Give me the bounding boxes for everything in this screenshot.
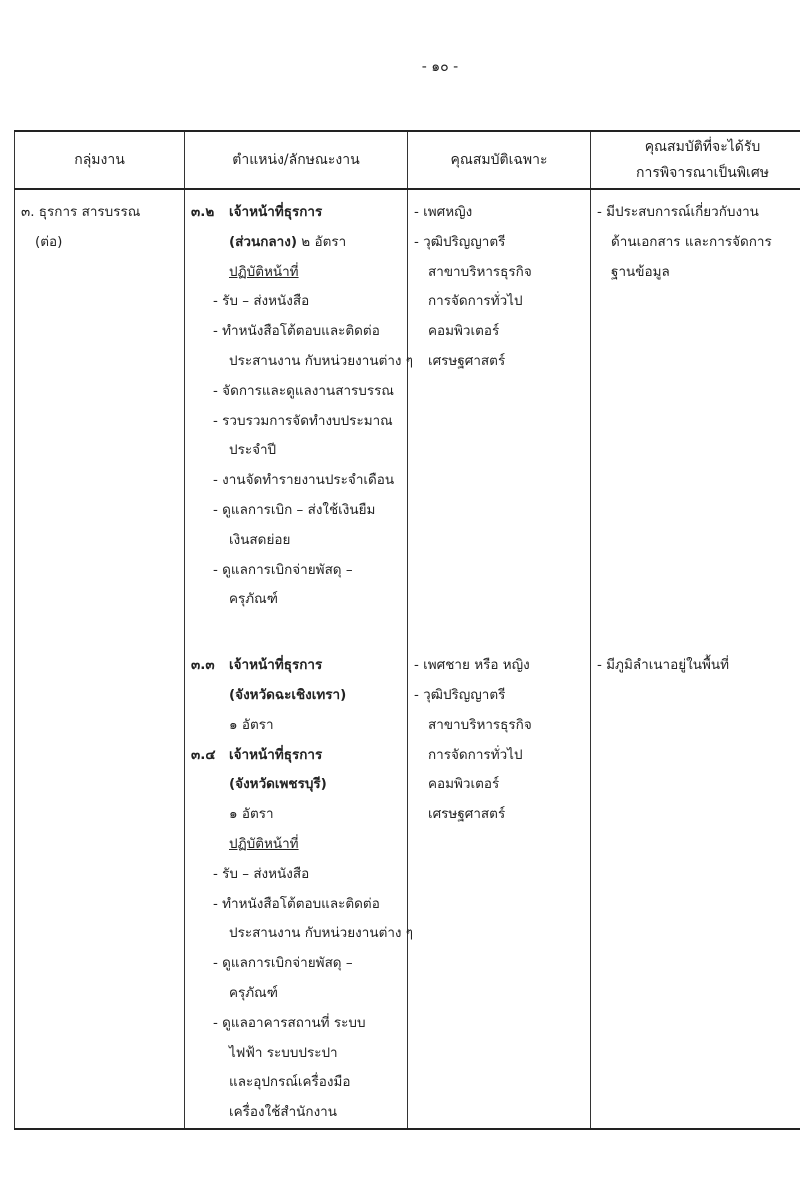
text-line xyxy=(408,711,590,741)
job-qualification-table xyxy=(14,130,800,1130)
text-line xyxy=(185,496,407,526)
qualifications-cell xyxy=(408,189,591,645)
line-text: การจัดการทั่วไป xyxy=(428,746,523,763)
text-line xyxy=(408,800,590,830)
text-line xyxy=(185,1009,407,1039)
header-special-qualifications xyxy=(591,131,800,189)
special-qualifications-cell-content xyxy=(591,645,800,681)
position-cell-content xyxy=(185,190,414,645)
text-line xyxy=(408,681,590,711)
line-text: - วุฒิปริญญาตรี xyxy=(414,686,506,703)
text-line xyxy=(408,317,590,347)
text-line xyxy=(408,228,590,258)
text-line xyxy=(591,258,800,288)
line-text: สาขาบริหารธุรกิจ xyxy=(428,716,532,733)
line-text: คอมพิวเตอร์ xyxy=(428,776,500,793)
table-row xyxy=(15,645,800,1129)
header-special-line1: คุณสมบัติที่จะได้รับ xyxy=(644,139,761,155)
line-text: - ดูแลอาคารสถานที่ ระบบ xyxy=(213,1014,366,1031)
text-line xyxy=(185,949,407,979)
text-line xyxy=(185,377,407,407)
position-cell-content xyxy=(185,645,414,1128)
page-number: - ๑๐ - xyxy=(421,59,459,75)
text-line xyxy=(185,919,414,949)
group-cell xyxy=(15,645,185,1129)
text-line xyxy=(15,228,184,258)
line-text: - รับ – ส่งหนังสือ xyxy=(213,293,310,310)
line-text: ปฏิบัติหน้าที่ xyxy=(229,835,299,852)
text-line xyxy=(185,860,407,890)
line-text: (จังหวัดเพชรบุรี) xyxy=(229,776,327,793)
text-line xyxy=(185,407,407,437)
text-line xyxy=(185,979,407,1009)
text-line xyxy=(591,651,800,681)
group-cell xyxy=(15,189,185,645)
line-text: การจัดการทั่วไป xyxy=(428,293,523,310)
qualifications-cell-content xyxy=(408,190,590,407)
special-qualifications-cell-content xyxy=(591,190,800,317)
text-line xyxy=(185,287,407,317)
text-line xyxy=(185,681,407,711)
text-line xyxy=(185,800,407,830)
text-line xyxy=(408,741,590,771)
text-line xyxy=(15,198,184,228)
text-line xyxy=(185,741,407,771)
text-line xyxy=(185,1098,407,1128)
position-count: ๒ อัตรา xyxy=(297,233,347,250)
line-text: ด้านเอกสาร และการจัดการ xyxy=(611,233,772,250)
line-text: - รวบรวมการจัดทำงบประมาณ xyxy=(213,412,393,429)
line-text: และอุปกรณ์เครื่องมือ xyxy=(229,1074,351,1091)
text-line xyxy=(408,347,590,377)
line-text: คอมพิวเตอร์ xyxy=(428,323,500,340)
text-line xyxy=(185,711,407,741)
line-text: ปฏิบัติหน้าที่ xyxy=(229,263,299,280)
line-text: - รับ – ส่งหนังสือ xyxy=(213,865,310,882)
line-text: ครุภัณฑ์ xyxy=(229,984,278,1001)
line-text: ประสานงาน กับหน่วยงานต่าง ๆ xyxy=(229,352,414,369)
text-line xyxy=(185,258,407,288)
text-line xyxy=(185,228,407,258)
text-line xyxy=(408,287,590,317)
line-text: - เพศหญิง xyxy=(414,204,473,220)
line-text: - มีประสบการณ์เกี่ยวกับงาน xyxy=(597,204,759,220)
text-line xyxy=(185,830,407,860)
line-text: เจ้าหน้าที่ธุรการ xyxy=(229,657,323,674)
line-text: - ทำหนังสือโต้ตอบและติดต่อ xyxy=(213,895,380,912)
text-line xyxy=(408,198,590,228)
text-line xyxy=(185,466,407,496)
line-text: - วุฒิปริญญาตรี xyxy=(414,233,506,250)
line-text: ๑ อัตรา xyxy=(229,806,274,823)
text-line xyxy=(185,526,407,556)
line-text: ฐานข้อมูล xyxy=(611,263,670,280)
line-text: เครื่องใช้สำนักงาน xyxy=(229,1104,337,1121)
line-text: ๑ อัตรา xyxy=(229,716,274,733)
item-number: ๓.๔ xyxy=(191,746,216,763)
line-text: - มีภูมิลำเนาอยู่ในพื้นที่ xyxy=(597,657,730,674)
text-line xyxy=(408,770,590,800)
line-text: เจ้าหน้าที่ธุรการ xyxy=(229,204,323,220)
text-line xyxy=(185,556,407,586)
item-number: ๓.๓ xyxy=(191,657,215,674)
line-text: เศรษฐศาสตร์ xyxy=(428,352,506,369)
line-text: เงินสดย่อย xyxy=(229,531,291,548)
header-special-line2: การพิจารณาเป็นพิเศษ xyxy=(636,165,769,181)
table-header-row xyxy=(15,131,800,189)
special-qualifications-cell xyxy=(591,645,800,1129)
header-position: ตำแหน่ง/ลักษณะงาน xyxy=(185,131,408,189)
text-line xyxy=(185,1039,407,1069)
line-text: - ดูแลการเบิก – ส่งใช้เงินยืม xyxy=(213,501,376,518)
text-line xyxy=(185,585,407,615)
line-text: ๓. ธุรการ สารบรรณ xyxy=(21,204,141,220)
text-line xyxy=(185,1068,407,1098)
position-cell xyxy=(185,645,414,1129)
line-text: เจ้าหน้าที่ธุรการ xyxy=(229,746,323,763)
text-line xyxy=(185,347,414,377)
line-text: (จังหวัดฉะเชิงเทรา) xyxy=(229,686,347,703)
group-cell-content xyxy=(15,645,184,651)
qualifications-cell-content xyxy=(408,645,590,830)
text-line xyxy=(185,770,407,800)
line-text: - จัดการและดูแลงานสารบรรณ xyxy=(213,382,394,399)
line-text: เศรษฐศาสตร์ xyxy=(428,806,506,823)
line-text: - ดูแลการเบิกจ่ายพัสดุ – xyxy=(213,561,353,578)
line-text: สาขาบริหารธุรกิจ xyxy=(428,263,532,280)
text-line xyxy=(591,228,800,258)
line-text: - เพศชาย หรือ หญิง xyxy=(414,657,530,674)
special-qualifications-cell xyxy=(591,189,800,645)
text-line xyxy=(185,317,407,347)
text-line xyxy=(408,258,590,288)
header-qualifications: คุณสมบัติเฉพาะ xyxy=(408,131,591,189)
text-line xyxy=(185,198,407,228)
line-text: ครุภัณฑ์ xyxy=(229,591,278,608)
text-line xyxy=(185,651,407,681)
line-text: - ทำหนังสือโต้ตอบและติดต่อ xyxy=(213,323,380,340)
header-group: กลุ่มงาน xyxy=(15,131,185,189)
group-cell-content xyxy=(15,190,184,288)
line-text: ประจำปี xyxy=(229,442,277,459)
text-line xyxy=(185,890,407,920)
line-text: ประสานงาน กับหน่วยงานต่าง ๆ xyxy=(229,925,414,942)
item-number: ๓.๒ xyxy=(191,204,215,220)
text-line xyxy=(185,436,407,466)
position-cell xyxy=(185,189,414,645)
text-line xyxy=(408,651,590,681)
line-text: ไฟฟ้า ระบบประปา xyxy=(229,1044,338,1061)
table-row xyxy=(15,189,800,645)
line-text: - งานจัดทำรายงานประจำเดือน xyxy=(213,472,395,489)
text-line xyxy=(591,198,800,228)
qualifications-cell xyxy=(408,645,591,1129)
line-text: - ดูแลการเบิกจ่ายพัสดุ – xyxy=(213,955,353,972)
line-text: (ส่วนกลาง) xyxy=(229,233,298,250)
line-text: (ต่อ) xyxy=(35,233,63,250)
